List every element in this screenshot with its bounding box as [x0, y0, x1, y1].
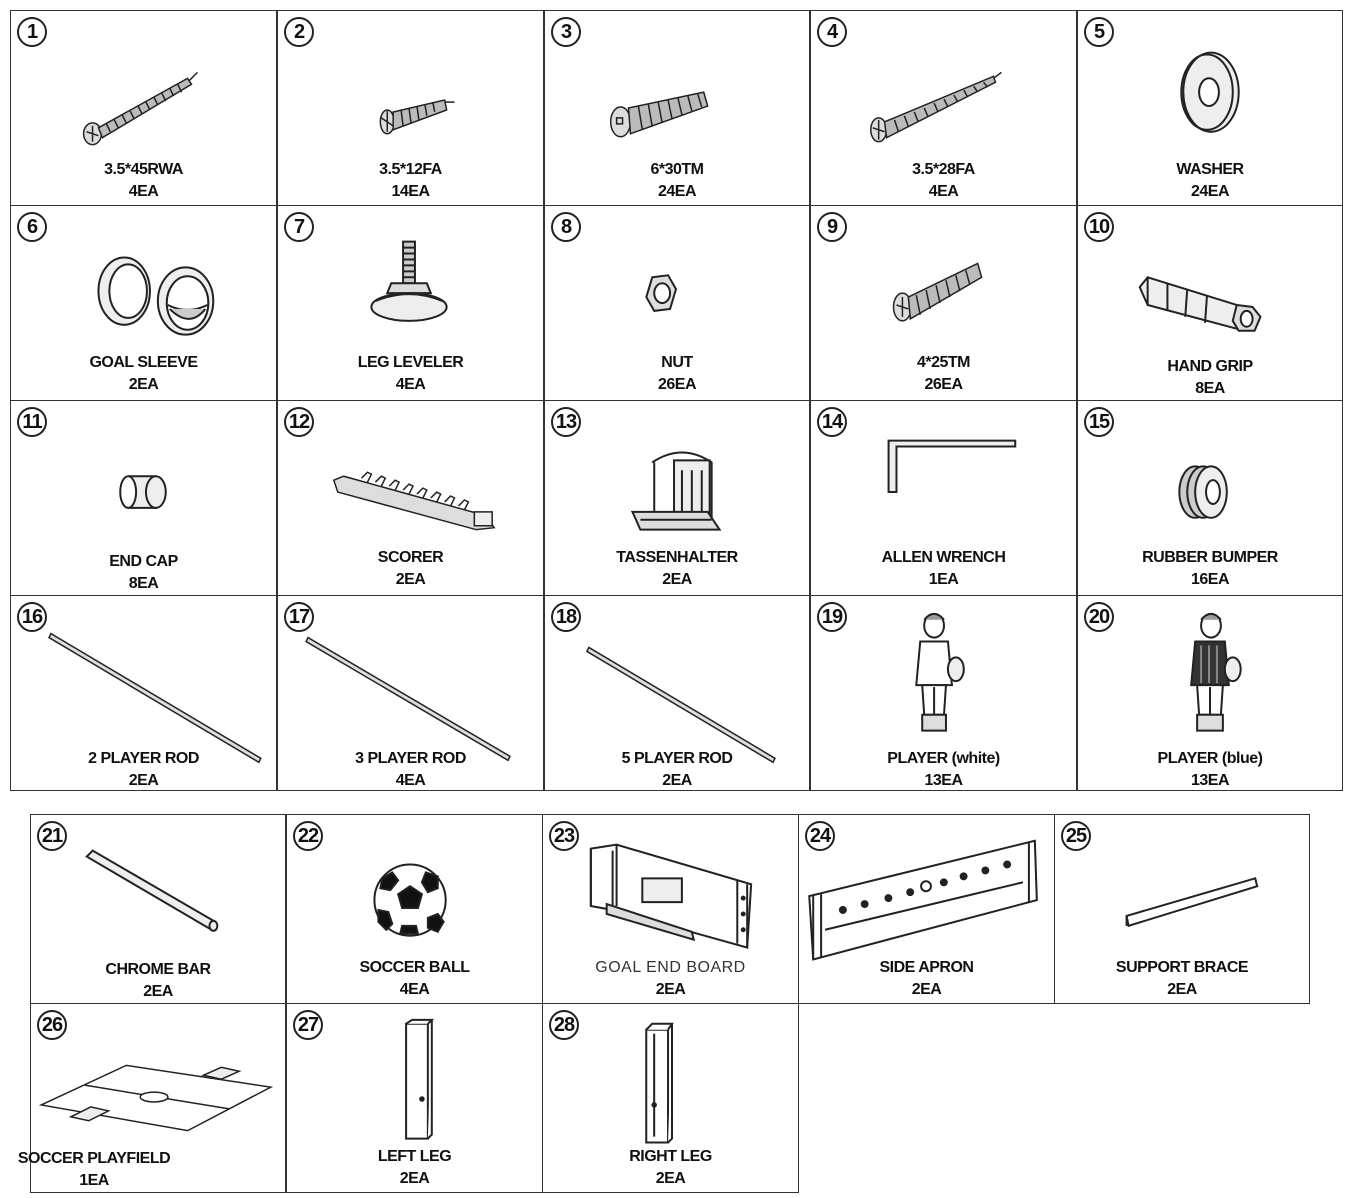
part-quantity: 2EA [128, 376, 159, 393]
part-name: LEFT LEG [377, 1148, 452, 1165]
part-quantity: 2EA [655, 1170, 686, 1187]
part-cell-17 [277, 595, 544, 791]
part-cell-10 [1077, 205, 1343, 401]
part-number-badge: 19 [817, 602, 847, 632]
part-quantity: 2EA [143, 983, 173, 1000]
part-number-badge: 15 [1084, 407, 1114, 437]
part-quantity: 24EA [1190, 183, 1230, 200]
part-cell-22 [286, 814, 543, 1004]
part-quantity: 1EA [79, 1172, 109, 1189]
part-number-badge: 16 [17, 602, 47, 632]
part-quantity: 2EA [395, 571, 426, 588]
part-name: HAND GRIP [1167, 358, 1253, 375]
part-cell-4 [810, 10, 1077, 206]
part-number-badge: 22 [293, 821, 323, 851]
part-quantity: 2EA [399, 1170, 430, 1187]
part-name: GOAL END BOARD [595, 959, 746, 976]
part-quantity: 2EA [655, 981, 686, 998]
part-cell-19 [810, 595, 1077, 791]
part-cell-9 [810, 205, 1077, 401]
part-number-badge: 27 [293, 1010, 323, 1040]
part-name: 5 PLAYER ROD [621, 750, 733, 767]
part-cell-26 [17, 1003, 286, 1193]
part-cell-12 [277, 400, 544, 596]
part-quantity: 4EA [399, 981, 430, 998]
part-quantity: 2EA [1167, 981, 1197, 998]
part-name: 3.5*12FA [379, 161, 442, 178]
part-cell-27 [286, 1003, 543, 1193]
part-cell-2 [277, 10, 544, 206]
part-name: 3.5*45RWA [104, 161, 183, 178]
part-name: RIGHT LEG [629, 1148, 712, 1165]
part-cell-21 [30, 814, 286, 1004]
part-name: SOCCER PLAYFIELD [17, 1150, 171, 1167]
part-name: CHROME BAR [105, 961, 211, 978]
part-name: TASSENHALTER [616, 549, 738, 566]
part-number-badge: 21 [37, 821, 67, 851]
part-name: END CAP [109, 553, 178, 570]
part-cell-16 [10, 595, 277, 791]
part-name: 3 PLAYER ROD [355, 750, 466, 767]
part-name: RUBBER BUMPER [1142, 549, 1278, 566]
part-quantity: 4EA [928, 183, 959, 200]
part-number-badge: 25 [1061, 821, 1091, 851]
part-cell-23 [542, 814, 799, 1004]
part-name: NUT [661, 354, 693, 371]
part-cell-25 [1054, 814, 1310, 1004]
part-name: ALLEN WRENCH [881, 549, 1006, 566]
part-cell-11 [10, 400, 277, 596]
part-number-badge: 12 [284, 407, 314, 437]
part-number-badge: 7 [284, 212, 314, 242]
part-quantity: 2EA [128, 772, 159, 789]
part-cell-18 [544, 595, 810, 791]
part-number-badge: 5 [1084, 17, 1114, 47]
part-name: 4*25TM [916, 354, 971, 371]
part-cell-14 [810, 400, 1077, 596]
part-quantity: 16EA [1190, 571, 1230, 588]
part-cell-24 [798, 814, 1055, 1004]
part-number-badge: 4 [817, 17, 847, 47]
part-quantity: 1EA [928, 571, 959, 588]
part-cell-1 [10, 10, 277, 206]
part-number-badge: 14 [817, 407, 847, 437]
part-cell-7 [277, 205, 544, 401]
part-quantity: 13EA [924, 772, 963, 789]
part-quantity: 8EA [1195, 380, 1225, 397]
part-number-badge: 3 [551, 17, 581, 47]
part-quantity: 2EA [662, 571, 692, 588]
part-number-badge: 18 [551, 602, 581, 632]
part-number-badge: 17 [284, 602, 314, 632]
part-cell-15 [1077, 400, 1343, 596]
part-quantity: 26EA [924, 376, 963, 393]
part-number-badge: 10 [1084, 212, 1114, 242]
part-number-badge: 20 [1084, 602, 1114, 632]
part-quantity: 14EA [391, 183, 430, 200]
part-cell-8 [544, 205, 810, 401]
part-quantity: 13EA [1190, 772, 1230, 789]
part-name: 6*30TM [650, 161, 704, 178]
part-quantity: 2EA [662, 772, 692, 789]
part-quantity: 24EA [657, 183, 697, 200]
part-name: SIDE APRON [879, 959, 974, 976]
part-name: SUPPORT BRACE [1115, 959, 1249, 976]
part-name: 3.5*28FA [912, 161, 975, 178]
part-quantity: 2EA [911, 981, 942, 998]
part-quantity: 8EA [128, 575, 159, 592]
part-cell-20 [1077, 595, 1343, 791]
part-quantity: 4EA [395, 772, 426, 789]
part-number-badge: 11 [17, 407, 47, 437]
part-quantity: 4EA [395, 376, 426, 393]
part-number-badge: 1 [17, 17, 47, 47]
part-name: SCORER [377, 549, 444, 566]
part-name: 2 PLAYER ROD [88, 750, 199, 767]
part-name: PLAYER (blue) [1157, 750, 1263, 767]
part-number-badge: 8 [551, 212, 581, 242]
part-number-badge: 26 [37, 1010, 67, 1040]
part-cell-3 [544, 10, 810, 206]
part-number-badge: 2 [284, 17, 314, 47]
part-cell-28 [542, 1003, 799, 1193]
part-cell-6 [10, 205, 277, 401]
part-number-badge: 6 [17, 212, 47, 242]
part-name: GOAL SLEEVE [89, 354, 198, 371]
part-name: PLAYER (white) [887, 750, 1000, 767]
part-quantity: 4EA [128, 183, 159, 200]
part-name: WASHER [1176, 161, 1244, 178]
part-cell-13 [544, 400, 810, 596]
part-quantity: 26EA [657, 376, 697, 393]
part-cell-5 [1077, 10, 1343, 206]
part-number-badge: 13 [551, 407, 581, 437]
part-name: LEG LEVELER [357, 354, 464, 371]
part-number-badge: 24 [805, 821, 835, 851]
part-number-badge: 9 [817, 212, 847, 242]
part-number-badge: 28 [549, 1010, 579, 1040]
part-number-badge: 23 [549, 821, 579, 851]
part-name: SOCCER BALL [359, 959, 470, 976]
